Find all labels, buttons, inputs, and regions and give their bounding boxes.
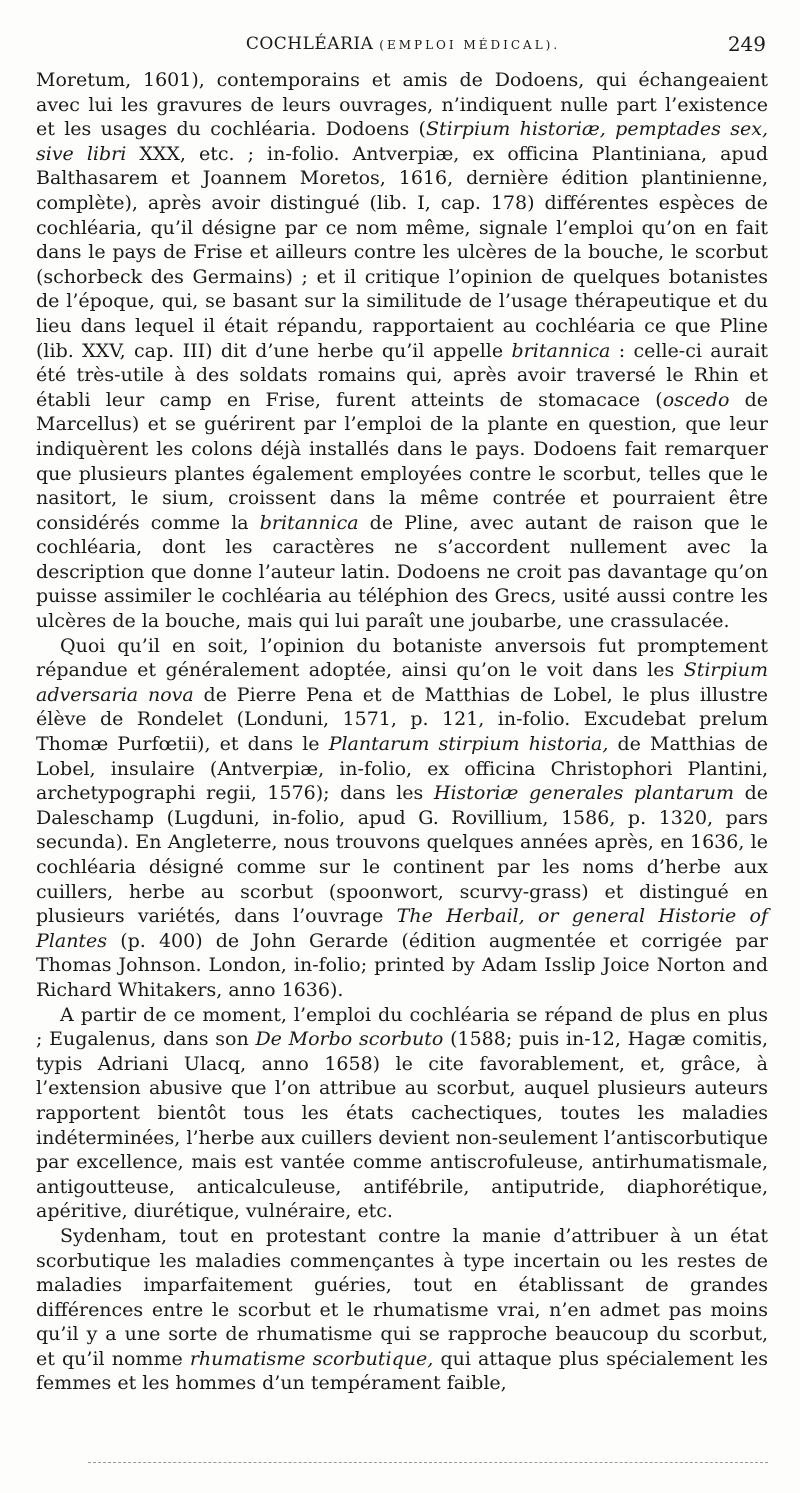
- text-span: Sydenham, tout en protestant contre la manie d’attribuer à un état scorbutique les maladies commençantes à type incertain ou les restes de maladies imparfaitement guéries, tout en établissant de grandes différences entre le scorbut et le rhumatisme vrai, n’en admet pas moins qu’il y a une sorte de rhumatisme qui se rapproche beaucoup du scorbut, et qu’il nomme: [36, 1224, 768, 1370]
- text-span: de Marcellus) et se guérirent par l’emploi de la plante en question, que leur indiquèrent les colons déjà installés dans le pays. Dodoens fait remarquer que plusieurs plantes également employées contre le scorbut, telles que le nasitort, le sium, croissent dans la même contrée et pourraient être considérés comme la: [36, 388, 768, 534]
- italic-span: Stirpium adversaria nova: [36, 659, 768, 706]
- italic-span: Historiæ generales plantarum: [433, 782, 735, 805]
- italic-span: Stirpium historiæ, pemptades sex, sive libri: [36, 118, 768, 165]
- paragraph: [36, 68, 768, 634]
- text-span: A partir de ce moment, l’emploi du cochléaria se répand de plus en plus ; Eugalenus, dans son: [36, 1003, 768, 1051]
- running-header: [36, 30, 770, 64]
- text-span: de Daleschamp (Lugduni, in-folio, apud G. Rovillium, 1586, p. 1320, pars secunda). En Angleterre, nous trouvons quelques années après, en 1636, le cochléaria désigné comme sur le continent par les noms d’herbe aux cuillers, herbe au scorbut (spoonwort, scurvy-grass) et distingué en plusieurs variétés, dans l’ouvrage: [36, 782, 769, 928]
- paragraph: [36, 634, 768, 1003]
- text-span: (p. 400) de John Gerarde (édition augmentée et corrigée par Thomas Johnson. London, in-folio; printed by Adam Isslip Joice Norton and Richard Whitakers, anno 1636).: [36, 929, 768, 1001]
- body-text: [36, 68, 768, 1396]
- text-span: Quoi qu’il en soit, l’opinion du botaniste anversois fut promptement répandue et généralement adoptée, ainsi qu’on le voit dans les: [36, 634, 768, 682]
- italic-span: Plantarum stirpium historia,: [328, 733, 609, 756]
- text-span: qui attaque plus spécialement les femmes et les hommes d’un tempérament faible,: [36, 1347, 768, 1395]
- text-span: de Pline, avec autant de raison que le cochléaria, dont les caractères ne s’accordent nullement avec la description que donne l’auteur latin. Dodoens ne croit pas davantage qu’on puisse assimiler le cochléaria au téléphion des Grecs, usité aussi contre les ulcères de la bouche, mais qui lui paraît une joubarbe, une crassulacée.: [36, 511, 768, 633]
- paragraph: [36, 1003, 768, 1224]
- title-main: COCHLÉARIA: [245, 34, 374, 54]
- italic-span: oscedo: [662, 388, 730, 411]
- italic-span: britannica: [511, 339, 611, 362]
- italic-span: The Herbail, or general Historie of Plantes: [36, 905, 769, 952]
- running-title: [36, 34, 770, 54]
- page-number: 249: [727, 32, 766, 56]
- text-span: (1588; puis in-12, Hagæ comitis, typis Adriani Ulacq, anno 1658) le cite favorablement, et, grâce, à l’extension abusive que l’on attribue au scorbut, auquel plusieurs auteurs rapportent bientôt tous les états cachectiques, toutes les maladies indéterminées, l’herbe aux cuillers devient non-seulement l’antiscorbutique par excellence, mais est vantée comme antiscrofuleuse, antirhumatismale, antigoutteuse, anticalculeuse, antifébrile, antiputride, diaphorétique, apéritive, diurétique, vulnéraire, etc.: [36, 1028, 768, 1223]
- text-span: de Matthias de Lobel, insulaire (Antverpiæ, in-folio, ex officina Christophori Plantini, archetypographi regii, 1576); dans les: [36, 733, 768, 805]
- title-subtitle: (EMPLOI MÉDICAL).: [379, 38, 561, 52]
- text-span: de Pierre Pena et de Matthias de Lobel, le plus illustre élève de Rondelet (Londuni, 1571, p. 121, in-folio. Excudebat prelum Thomæ Purfœtii), et dans le: [36, 683, 768, 756]
- text-span: : celle-ci aurait été très-utile à des soldats romains qui, après avoir traversé le Rhin et établi leur camp en Frise, furent atteints de stomacace (: [36, 339, 768, 411]
- text-span: Moretum, 1601), contemporains et amis de Dodoens, qui échangeaient avec lui les gravures de leurs ouvrages, n’indiquent nulle part l’existence et les usages du cochléaria. Dodoens (: [36, 69, 768, 141]
- italic-span: De Morbo scorbuto: [255, 1028, 444, 1051]
- bottom-rule: [88, 1462, 768, 1463]
- paragraph: [36, 1224, 768, 1396]
- text-span: XXX, etc. ; in-folio. Antverpiæ, ex officina Plantiniana, apud Balthasarem et Joannem Moretos, 1616, dernière édition plantinienne, complète), après avoir distingué (lib. I, cap. 178) différentes espèces de cochléaria, qu’il désigne par ce nom même, signale l’emploi qu’on en fait dans le pays de Frise et ailleurs contre les ulcères de la bouche, le scorbut (schorbeck des Germains) ; et il critique l’opinion de quelques botanistes de l’époque, qui, se basant sur la similitude de l’usage thérapeutique et du lieu dans lequel il était répandu, rapportaient au cochléaria ce que Pline (lib. XXV, cap. III) dit d’une herbe qu’il appelle: [36, 142, 768, 362]
- italic-span: rhumatisme scorbutique,: [189, 1347, 434, 1370]
- italic-span: britannica: [259, 511, 359, 534]
